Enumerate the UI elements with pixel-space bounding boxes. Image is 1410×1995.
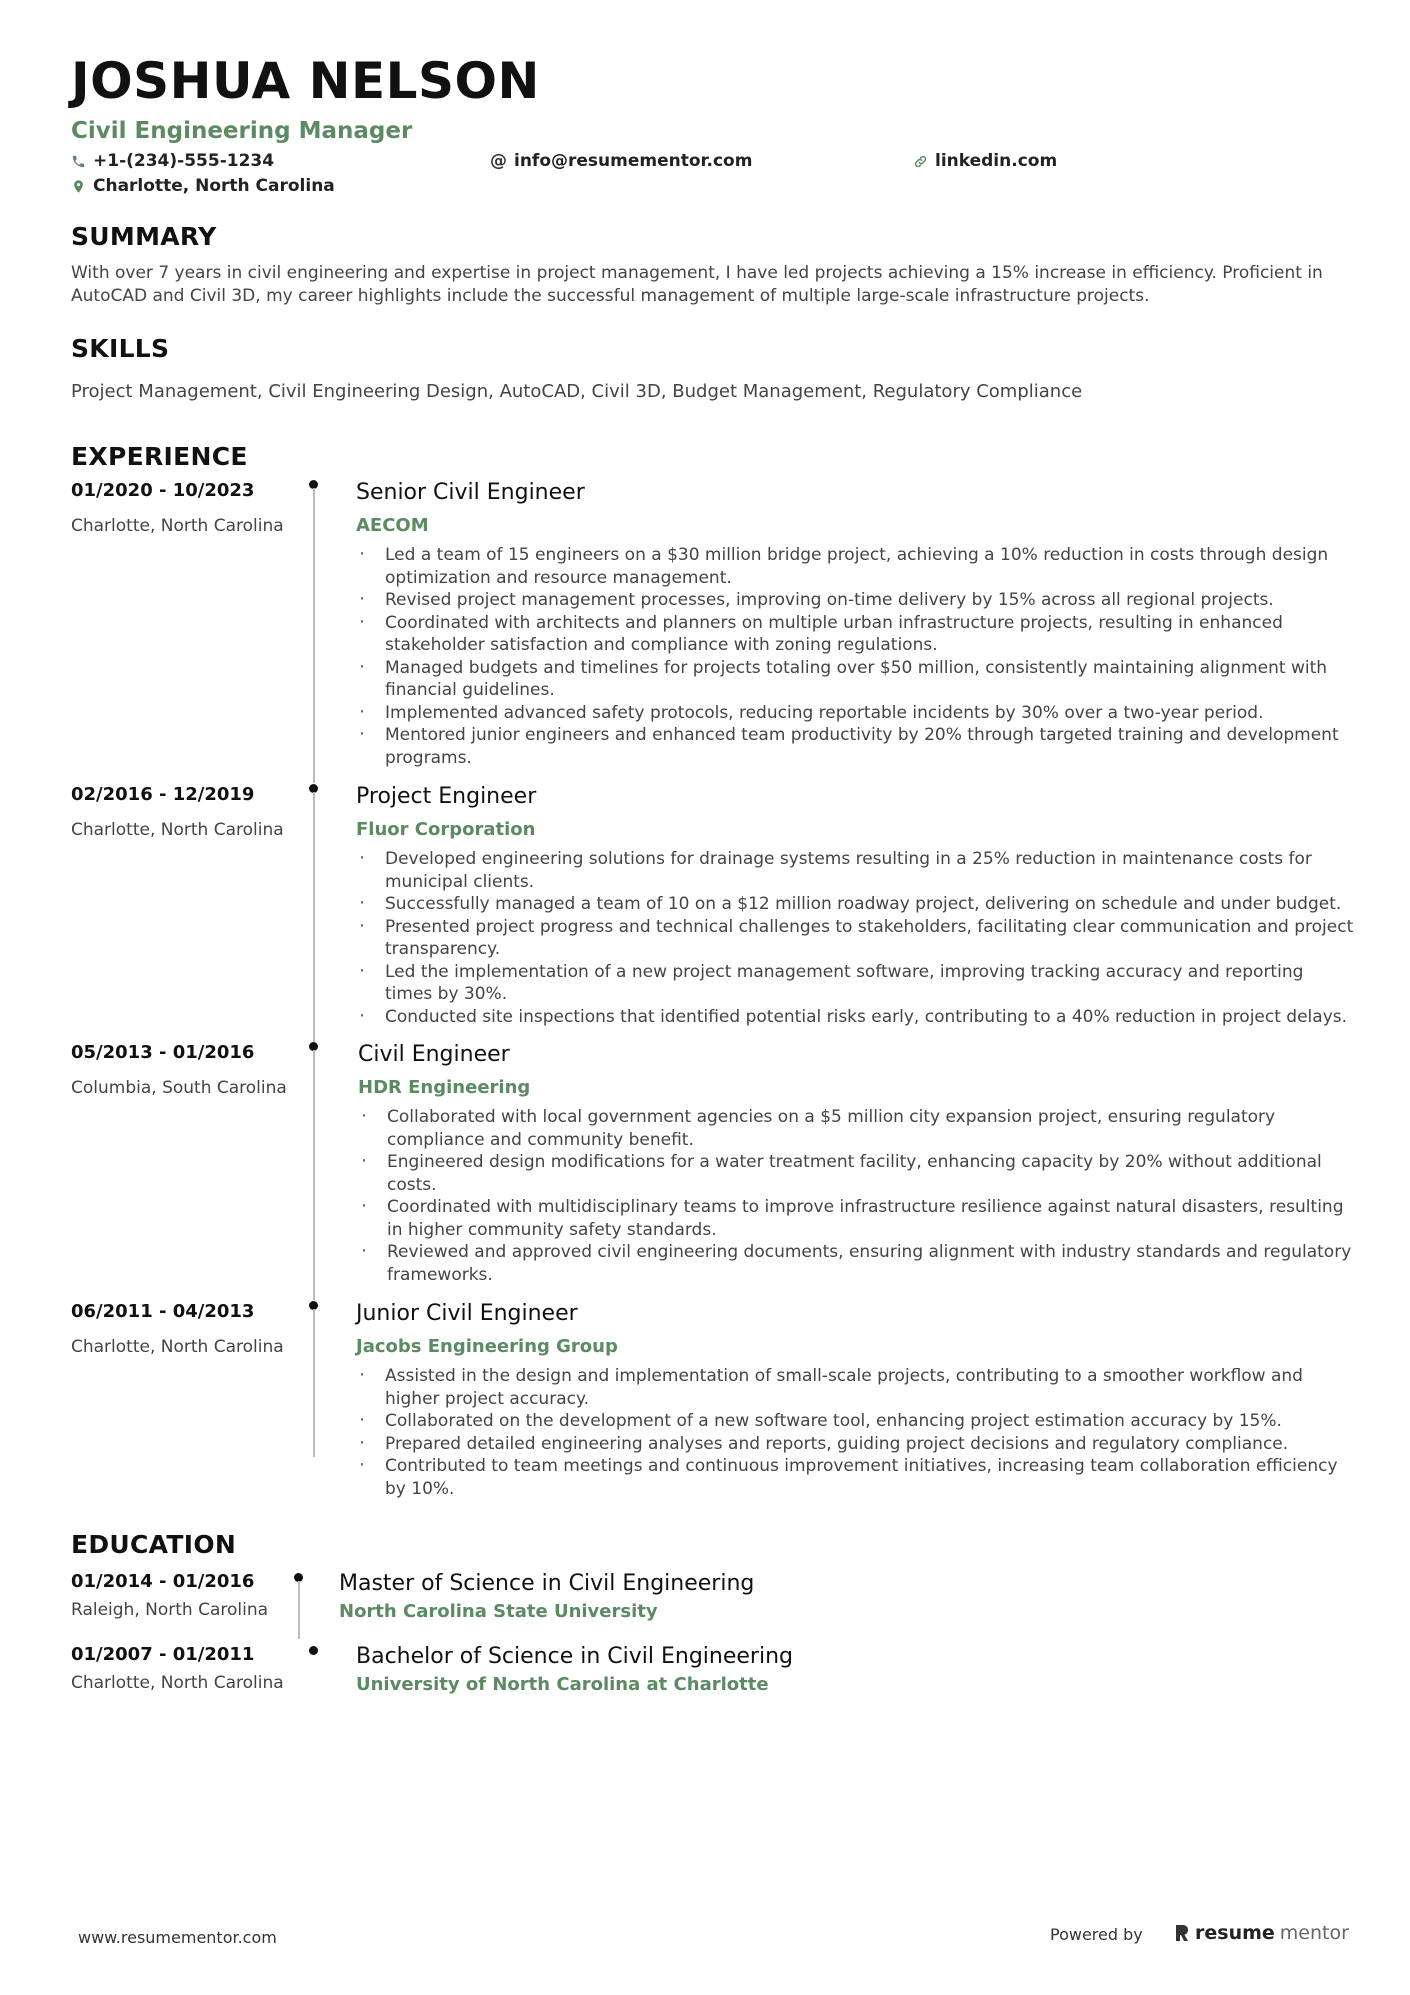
job-bullet: · Successfully managed a team of 10 on a $12 million roadway project, delivering on schedule and under budget. — [356, 893, 1356, 916]
job-bullets — [358, 1106, 1358, 1286]
job-location: Charlotte, North Carolina — [71, 1337, 284, 1357]
phone-icon — [71, 154, 86, 169]
job-company: Fluor Corporation — [356, 819, 536, 840]
contact-location — [71, 176, 335, 196]
job-dates: 05/2013 - 01/2016 — [71, 1042, 255, 1063]
timeline-line — [313, 792, 315, 1042]
education-location: Raleigh, North Carolina — [71, 1600, 269, 1620]
experience-heading: EXPERIENCE — [71, 442, 248, 471]
contact-linkedin[interactable] — [913, 151, 1057, 171]
job-bullet: · Reviewed and approved civil engineering documents, ensuring alignment with industry standards and regulatory frameworks. — [358, 1241, 1358, 1286]
job-bullets — [356, 1365, 1356, 1500]
education-dates: 01/2014 - 01/2016 — [71, 1571, 255, 1592]
job-bullet: · Contributed to team meetings and continuous improvement initiatives, increasing team collaboration efficiency by 10%. — [356, 1455, 1356, 1500]
education-location: Charlotte, North Carolina — [71, 1673, 284, 1693]
job-bullet: · Presented project progress and technical challenges to stakeholders, facilitating clear communication and project transparency. — [356, 916, 1356, 961]
at-icon: @ — [490, 151, 507, 171]
job-bullet: · Led the implementation of a new project management software, improving tracking accuracy and reporting times by 30%. — [356, 961, 1356, 1006]
job-bullet: · Coordinated with architects and planners on multiple urban infrastructure projects, resulting in enhanced stakeholder satisfaction and compliance with zoning regulations. — [356, 612, 1356, 657]
job-dates: 01/2020 - 10/2023 — [71, 480, 255, 501]
school-name: University of North Carolina at Charlotte — [356, 1674, 769, 1695]
summary-text: With over 7 years in civil engineering and expertise in project management, I have led projects achieving a 15% increase in efficiency. Proficient in AutoCAD and Civil 3D, my career highlights include the successful management of multiple large-scale infrastructure projects. — [71, 263, 1323, 306]
job-location: Charlotte, North Carolina — [71, 820, 284, 840]
education-dates: 01/2007 - 01/2011 — [71, 1644, 255, 1665]
location-pin-icon — [71, 179, 86, 194]
logo-text-light: mentor — [1279, 1922, 1349, 1944]
skills-text: Project Management, Civil Engineering Design, AutoCAD, Civil 3D, Budget Management, Regulatory Compliance — [71, 381, 1083, 402]
timeline-line — [313, 1309, 315, 1457]
job-title: Junior Civil Engineer — [356, 1301, 578, 1326]
job-bullet: · Led a team of 15 engineers on a $30 million bridge project, achieving a 10% reduction in costs through design optimization and resource management. — [356, 544, 1356, 589]
linkedin-text: linkedin.com — [935, 151, 1058, 171]
timeline-line — [313, 1050, 315, 1300]
timeline-dot — [309, 1646, 318, 1655]
summary-heading: SUMMARY — [71, 222, 217, 251]
degree-title: Master of Science in Civil Engineering — [339, 1571, 755, 1596]
resumementor-logo[interactable] — [1174, 1922, 1349, 1944]
logo-mark-icon — [1174, 1923, 1190, 1943]
email-text: info@resumementor.com — [514, 151, 753, 171]
candidate-name: JOSHUA NELSON — [71, 52, 540, 110]
job-dates: 06/2011 - 04/2013 — [71, 1301, 255, 1322]
degree-title: Bachelor of Science in Civil Engineering — [356, 1644, 793, 1669]
job-bullet: · Managed budgets and timelines for projects totaling over $50 million, consistently maintaining alignment with financial guidelines. — [356, 657, 1356, 702]
job-bullet: · Collaborated on the development of a new software tool, enhancing project estimation accuracy by 15%. — [356, 1410, 1356, 1433]
job-bullet: · Prepared detailed engineering analyses and reports, guiding project decisions and regulatory compliance. — [356, 1433, 1356, 1456]
job-bullet: · Revised project management processes, improving on-time delivery by 15% across all regional projects. — [356, 589, 1356, 612]
footer-powered-by: Powered by — [1050, 1925, 1143, 1944]
job-title: Senior Civil Engineer — [356, 480, 585, 505]
job-title: Civil Engineer — [358, 1042, 510, 1067]
job-dates: 02/2016 - 12/2019 — [71, 784, 255, 805]
job-bullet: · Coordinated with multidisciplinary teams to improve infrastructure resilience against natural disasters, resulting in higher community safety standards. — [358, 1196, 1358, 1241]
job-bullet: · Assisted in the design and implementation of small-scale projects, contributing to a smoother workflow and higher project accuracy. — [356, 1365, 1356, 1410]
skills-heading: SKILLS — [71, 334, 170, 363]
job-title: Project Engineer — [356, 784, 537, 809]
job-location: Columbia, South Carolina — [71, 1078, 287, 1098]
job-company: AECOM — [356, 515, 429, 536]
contact-phone[interactable] — [71, 151, 274, 171]
timeline-line — [313, 488, 315, 783]
link-icon — [913, 154, 928, 169]
job-bullet: · Mentored junior engineers and enhanced team productivity by 20% through targeted training and development programs. — [356, 724, 1356, 769]
job-location: Charlotte, North Carolina — [71, 516, 284, 536]
phone-text: +1-(234)-555-1234 — [93, 151, 275, 171]
job-bullets — [356, 848, 1356, 1028]
footer-website[interactable]: www.resumementor.com — [78, 1928, 277, 1947]
job-company: HDR Engineering — [358, 1077, 531, 1098]
candidate-role: Civil Engineering Manager — [71, 118, 413, 144]
school-name: North Carolina State University — [339, 1601, 658, 1622]
job-bullet: · Engineered design modifications for a water treatment facility, enhancing capacity by 20% without additional costs. — [358, 1151, 1358, 1196]
timeline-line — [298, 1581, 300, 1639]
job-company: Jacobs Engineering Group — [356, 1336, 618, 1357]
contact-email[interactable] — [490, 151, 752, 171]
job-bullet: · Implemented advanced safety protocols, reducing reportable incidents by 30% over a two-year period. — [356, 702, 1356, 725]
education-heading: EDUCATION — [71, 1530, 237, 1559]
job-bullet: · Developed engineering solutions for drainage systems resulting in a 25% reduction in maintenance costs for municipal clients. — [356, 848, 1356, 893]
job-bullet: · Collaborated with local government agencies on a $5 million city expansion project, ensuring regulatory compliance and community benefit. — [358, 1106, 1358, 1151]
logo-text-bold: resume — [1195, 1922, 1275, 1944]
job-bullet: · Conducted site inspections that identified potential risks early, contributing to a 40% reduction in project delays. — [356, 1006, 1356, 1029]
job-bullets — [356, 544, 1356, 769]
location-text: Charlotte, North Carolina — [93, 176, 335, 196]
